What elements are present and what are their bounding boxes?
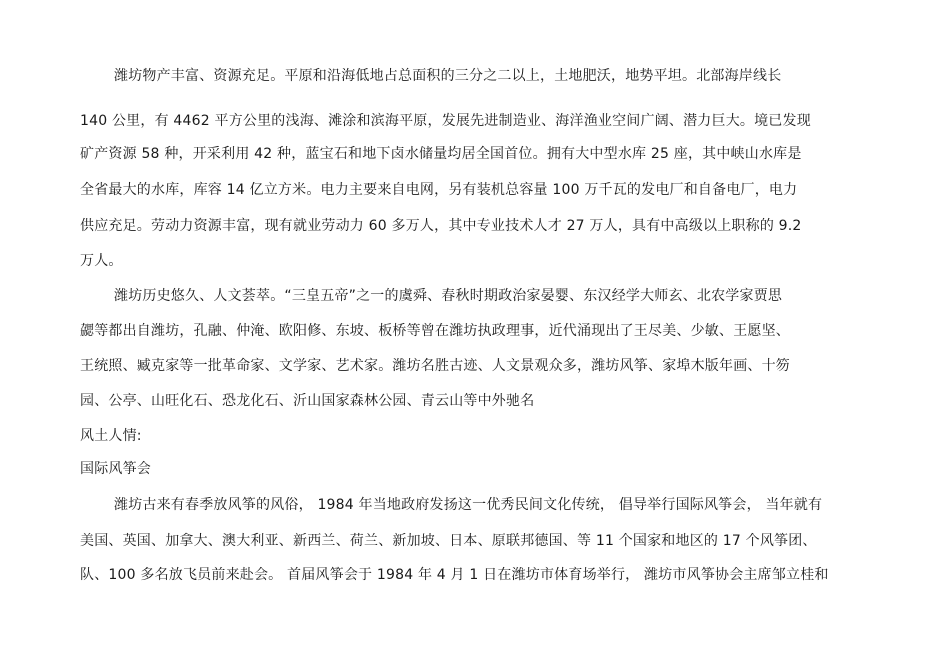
paragraph-1-line-1: 潍坊物产丰富、资源充足。平原和沿海低地占总面积的三分之二以上，土地肥沃，地势平坦。北部海岸线长	[114, 68, 782, 84]
paragraph-2-line-4: 园、公亭、山旺化石、恐龙化石、沂山国家森林公园、青云山等中外驰名	[80, 393, 535, 409]
paragraph-3-line-3: 队、100 多名放飞员前来赴会。 首届风筝会于 1984 年 4 月 1 日在潍坊市体育场举行， 潍坊市风筝协会主席邹立桂和	[80, 567, 829, 583]
paragraph-1-line-6: 万人。	[80, 253, 123, 269]
paragraph-3-line-1: 潍坊古来有春季放风筝的风俗， 1984 年当地政府发扬这一优秀民间文化传统， 倡导举行国际风筝会， 当年就有	[114, 497, 823, 513]
paragraph-2-line-2: 勰等都出自潍坊，孔融、仲淹、欧阳修、东坡、板桥等曾在潍坊执政理事，近代涌现出了王尽美、少敏、王愿坚、	[80, 323, 790, 339]
paragraph-1-line-4: 全省最大的水库，库容 14 亿立方米。电力主要来自电网，另有装机总容量 100 万千瓦的发电厂和自备电厂，电力	[80, 182, 798, 198]
paragraph-2-line-3: 王统照、臧克家等一批革命家、文学家、艺术家。潍坊名胜古迹、人文景观众多，潍坊风筝、家埠木版年画、十笏	[80, 358, 790, 374]
paragraph-3-line-2: 美国、英国、加拿大、澳大利亚、新西兰、荷兰、新加坡、日本、原联邦德国、等 11 个国家和地区的 17 个风筝团、	[80, 533, 817, 549]
paragraph-1-line-3: 矿产资源 58 种，开采利用 42 种，蓝宝石和地下卤水储量均居全国首位。拥有大中型水库 25 座，其中峡山水库是	[80, 146, 802, 162]
paragraph-2-line-1: 潍坊历史悠久、人文荟萃。“三皇五帝”之一的虞舜、春秋时期政治家晏婴、东汉经学大师玄、北农学家贾思	[114, 288, 783, 304]
subsection-heading: 国际风筝会	[80, 461, 151, 477]
paragraph-1-line-2: 140 公里，有 4462 平方公里的浅海、滩涂和滨海平原，发展先进制造业、海洋渔业空间广阔、潜力巨大。境已发现	[80, 113, 811, 129]
section-heading: 风土人情:	[80, 428, 142, 444]
paragraph-1-line-5: 供应充足。劳动力资源丰富，现有就业劳动力 60 多万人，其中专业技术人才 27 万人，具有中高级以上职称的 9.2	[80, 218, 802, 234]
